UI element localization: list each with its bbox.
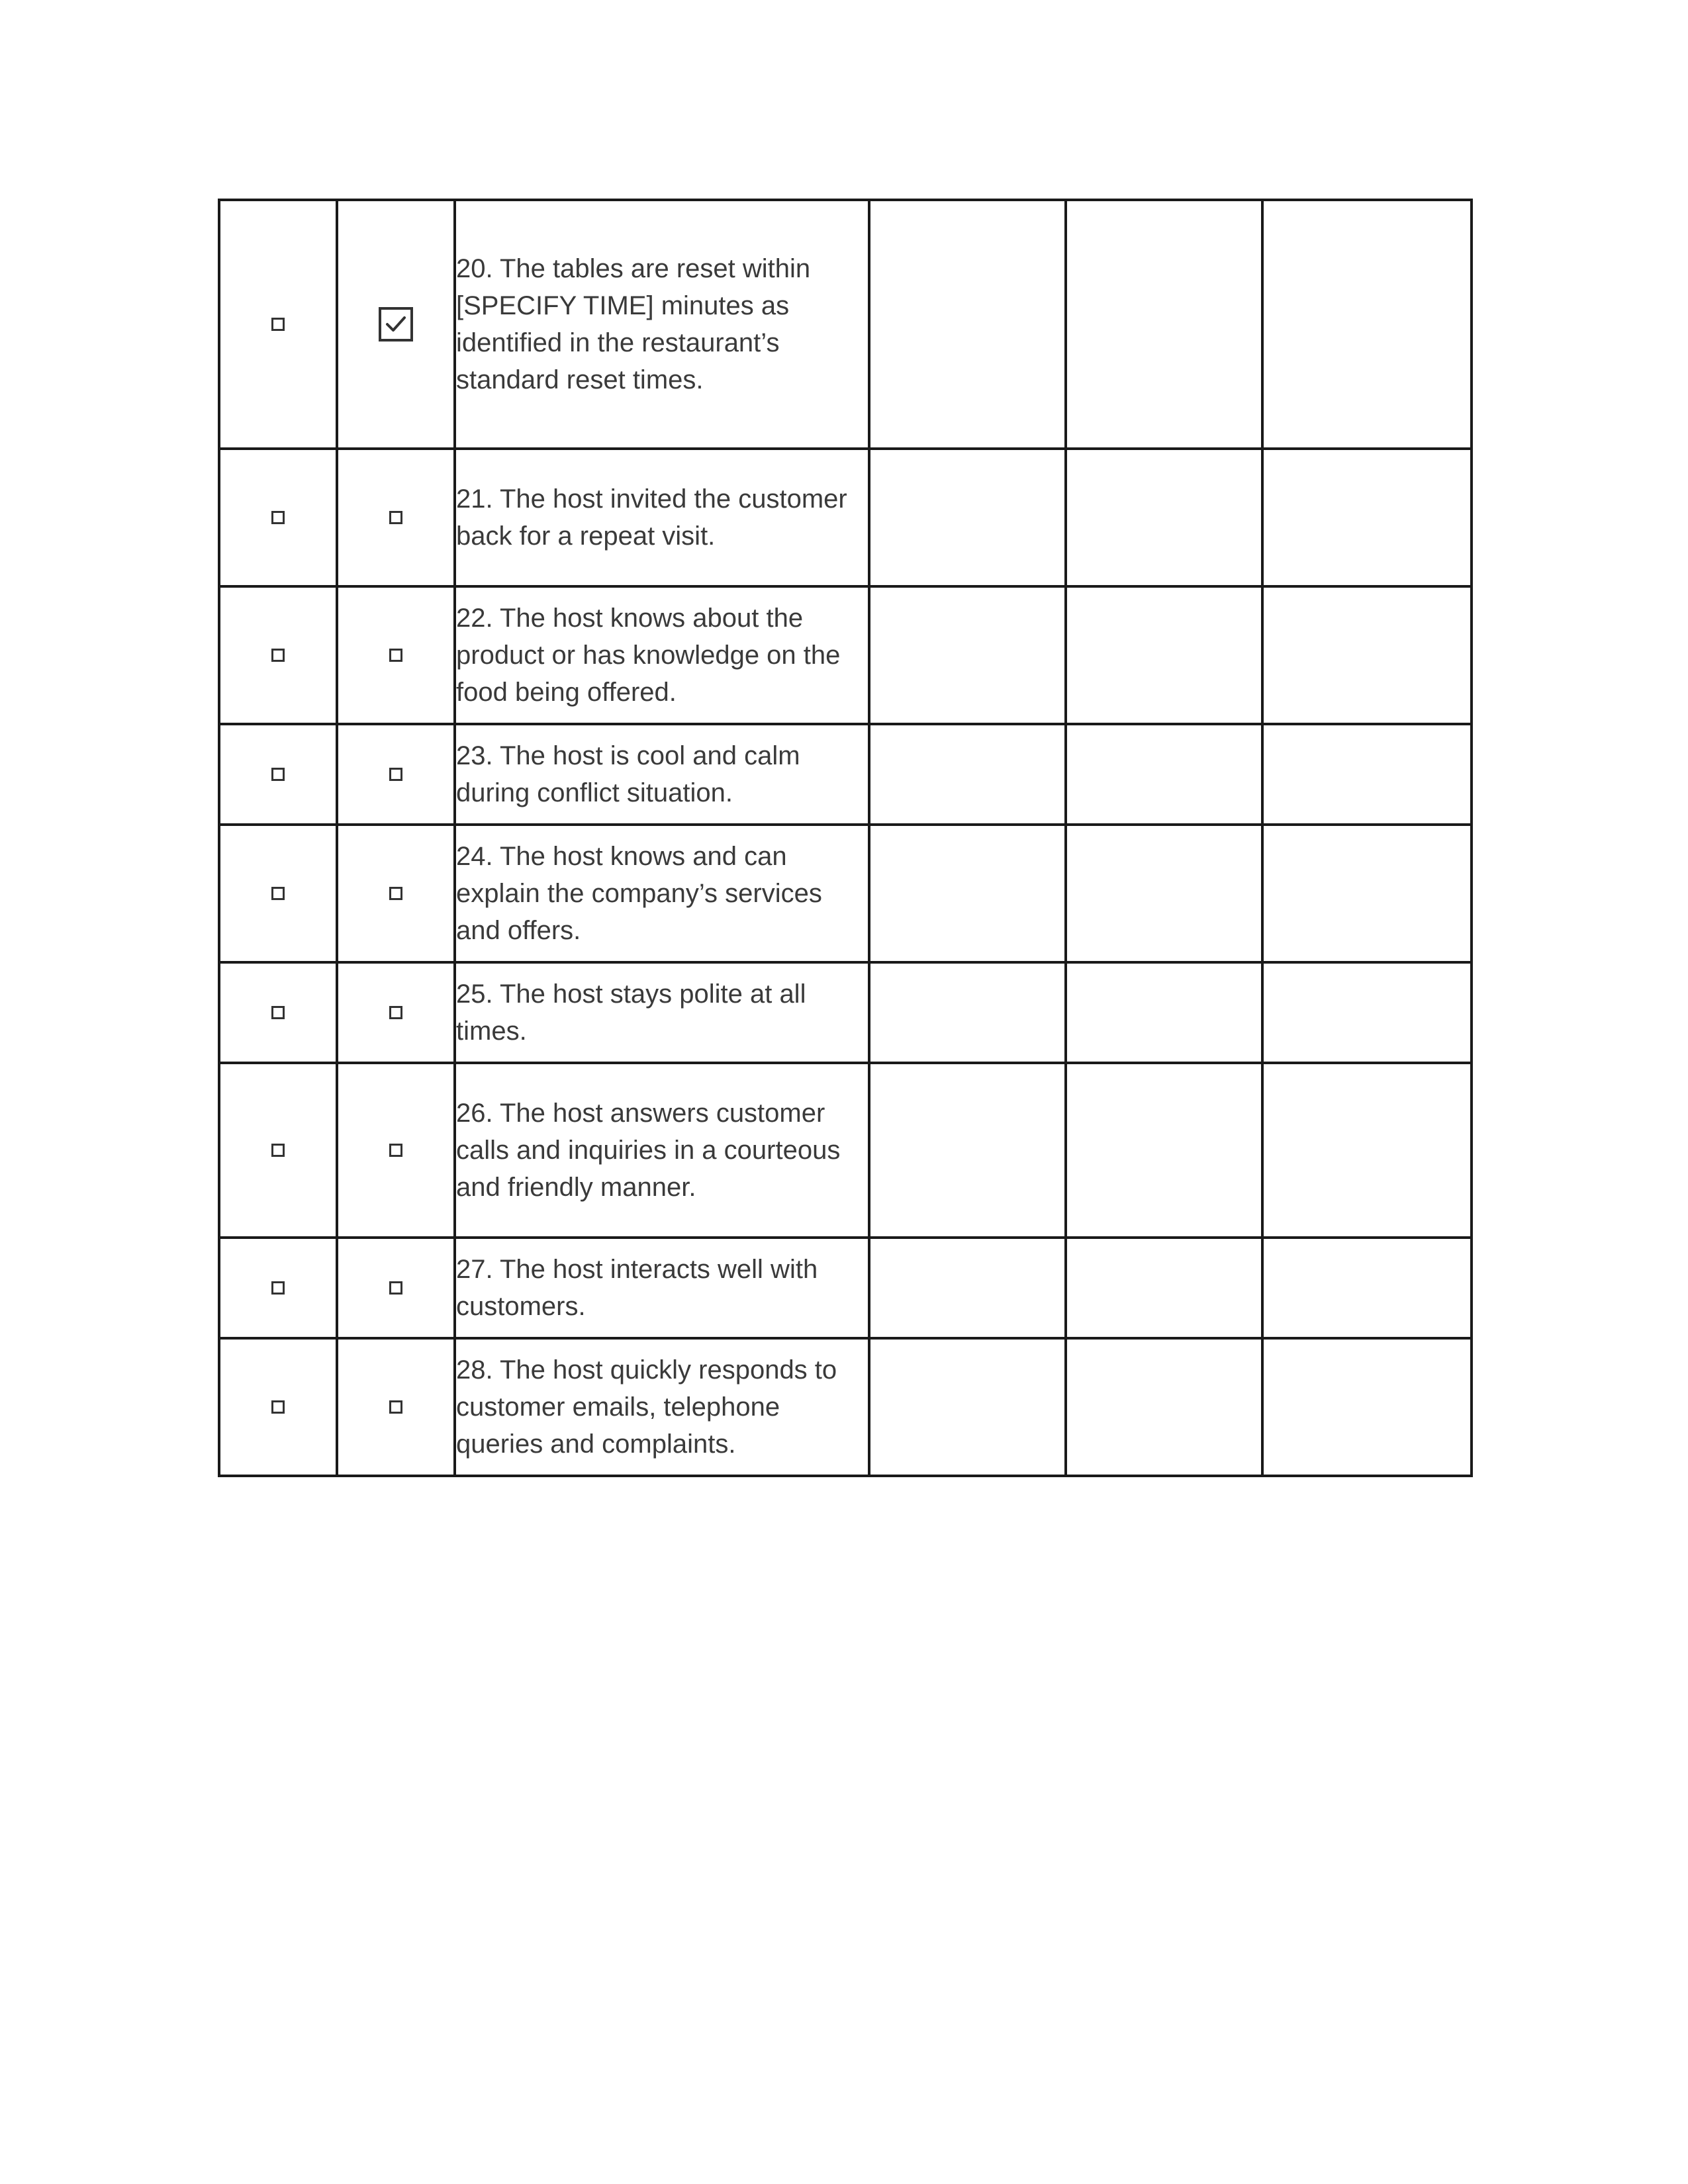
- checkbox-cell-col2: [337, 449, 455, 586]
- blank-cell[interactable]: [1066, 825, 1262, 962]
- checkbox-empty-icon[interactable]: [271, 1006, 285, 1019]
- checkbox-empty-icon[interactable]: [271, 649, 285, 662]
- blank-cell[interactable]: [1262, 449, 1472, 586]
- checkbox-empty-icon[interactable]: [271, 768, 285, 781]
- checkbox-cell-col1: [219, 586, 337, 724]
- checkbox-cell-col1: [219, 200, 337, 449]
- checkbox-cell-col2: [337, 1063, 455, 1238]
- blank-cell[interactable]: [869, 825, 1066, 962]
- table-row: [219, 586, 1472, 724]
- checkbox-cell-col2: [337, 962, 455, 1063]
- checkbox-cell-col1: [219, 962, 337, 1063]
- table-row: [219, 200, 1472, 449]
- checkbox-cell-col1: [219, 1063, 337, 1238]
- table-row: [219, 1063, 1472, 1238]
- item-text: 23. The host is cool and calm during conflict situation.: [455, 724, 869, 825]
- item-text: 24. The host knows and can explain the company’s services and offers.: [455, 825, 869, 962]
- checkbox-empty-icon[interactable]: [389, 887, 402, 900]
- checkbox-cell-col2: [337, 200, 455, 449]
- checkbox-empty-icon[interactable]: [389, 649, 402, 662]
- checkbox-empty-icon[interactable]: [271, 1281, 285, 1295]
- table-row: [219, 962, 1472, 1063]
- blank-cell[interactable]: [1262, 825, 1472, 962]
- checkbox-empty-icon[interactable]: [271, 1144, 285, 1157]
- blank-cell[interactable]: [1262, 586, 1472, 724]
- blank-cell[interactable]: [1066, 200, 1262, 449]
- blank-cell[interactable]: [1066, 962, 1262, 1063]
- blank-cell[interactable]: [1262, 962, 1472, 1063]
- item-text: 27. The host interacts well with customers.: [455, 1238, 869, 1338]
- item-text: 20. The tables are reset within [SPECIFY TIME] minutes as identified in the restaurant’s standard reset times.: [455, 200, 869, 449]
- blank-cell[interactable]: [869, 1338, 1066, 1476]
- checkbox-cell-col1: [219, 825, 337, 962]
- checkbox-empty-icon[interactable]: [389, 511, 402, 524]
- checkbox-empty-icon[interactable]: [271, 318, 285, 331]
- blank-cell[interactable]: [1066, 586, 1262, 724]
- item-text: 28. The host quickly responds to customer emails, telephone queries and complaints.: [455, 1338, 869, 1476]
- blank-cell[interactable]: [869, 586, 1066, 724]
- checkbox-empty-icon[interactable]: [389, 1006, 402, 1019]
- blank-cell[interactable]: [869, 962, 1066, 1063]
- table-row: [219, 1238, 1472, 1338]
- blank-cell[interactable]: [869, 200, 1066, 449]
- table-row: [219, 1338, 1472, 1476]
- item-text: 21. The host invited the customer back for a repeat visit.: [455, 449, 869, 586]
- checkbox-empty-icon[interactable]: [389, 1144, 402, 1157]
- blank-cell[interactable]: [869, 449, 1066, 586]
- blank-cell[interactable]: [1262, 724, 1472, 825]
- blank-cell[interactable]: [1066, 1338, 1262, 1476]
- checkbox-cell-col2: [337, 825, 455, 962]
- checkbox-cell-col1: [219, 449, 337, 586]
- blank-cell[interactable]: [1066, 1238, 1262, 1338]
- checkbox-cell-col2: [337, 586, 455, 724]
- checkbox-cell-col2: [337, 1338, 455, 1476]
- checkbox-checked-icon[interactable]: [379, 307, 413, 341]
- blank-cell[interactable]: [1066, 1063, 1262, 1238]
- blank-cell[interactable]: [1262, 1338, 1472, 1476]
- checkbox-cell-col2: [337, 1238, 455, 1338]
- blank-cell[interactable]: [869, 724, 1066, 825]
- item-text: 26. The host answers customer calls and inquiries in a courteous and friendly manner.: [455, 1063, 869, 1238]
- blank-cell[interactable]: [1262, 1063, 1472, 1238]
- checkbox-empty-icon[interactable]: [389, 1281, 402, 1295]
- checklist-table: [218, 199, 1473, 1477]
- checkbox-empty-icon[interactable]: [271, 511, 285, 524]
- blank-cell[interactable]: [1262, 200, 1472, 449]
- checkbox-empty-icon[interactable]: [389, 1400, 402, 1414]
- checkbox-empty-icon[interactable]: [389, 768, 402, 781]
- checkbox-cell-col1: [219, 1238, 337, 1338]
- table-row: [219, 449, 1472, 586]
- checkbox-cell-col1: [219, 724, 337, 825]
- blank-cell[interactable]: [1066, 449, 1262, 586]
- item-text: 22. The host knows about the product or has knowledge on the food being offered.: [455, 586, 869, 724]
- blank-cell[interactable]: [1262, 1238, 1472, 1338]
- item-text: 25. The host stays polite at all times.: [455, 962, 869, 1063]
- blank-cell[interactable]: [1066, 724, 1262, 825]
- checkbox-empty-icon[interactable]: [271, 1400, 285, 1414]
- table-row: [219, 724, 1472, 825]
- table-row: [219, 825, 1472, 962]
- checkbox-cell-col2: [337, 724, 455, 825]
- checkbox-cell-col1: [219, 1338, 337, 1476]
- checkbox-empty-icon[interactable]: [271, 887, 285, 900]
- blank-cell[interactable]: [869, 1238, 1066, 1338]
- blank-cell[interactable]: [869, 1063, 1066, 1238]
